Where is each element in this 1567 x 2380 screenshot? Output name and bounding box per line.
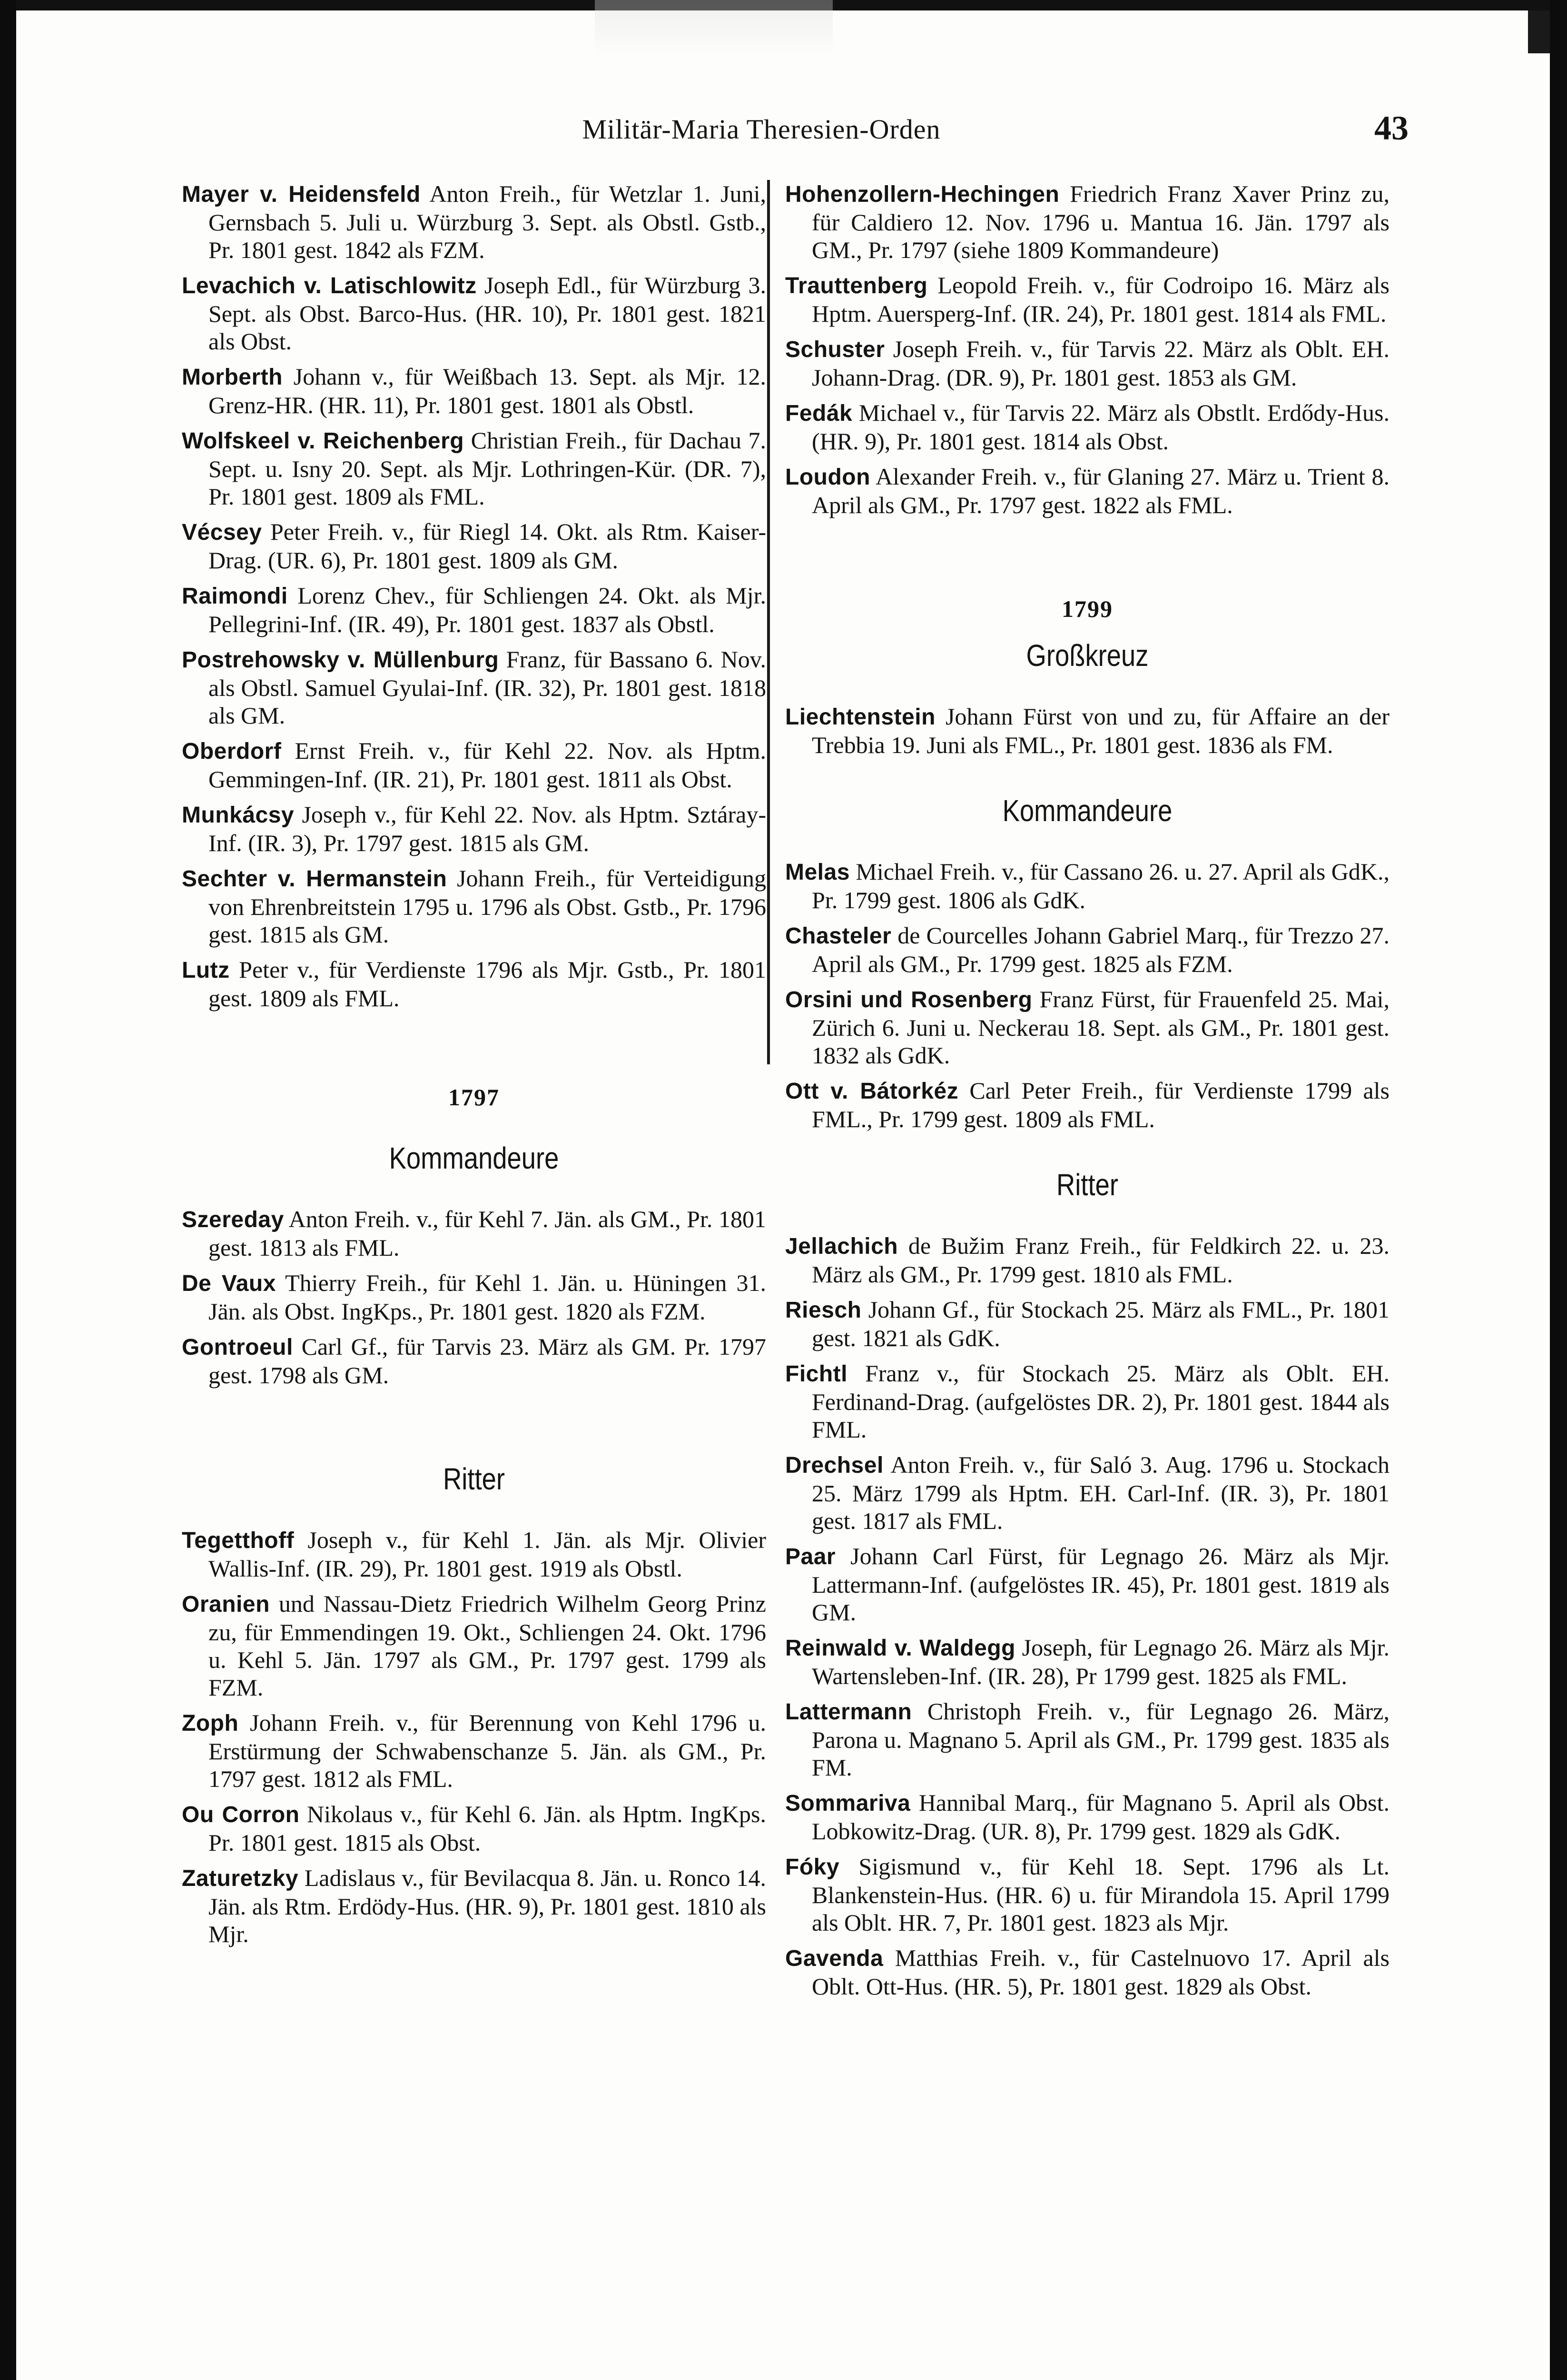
entry-text: Franz v., für Stockach 25. März als Oblt. EH. Ferdinand-Drag. (aufgelöstes DR. 2), Pr. 1801 gest. 1844 als FML. (812, 1360, 1390, 1443)
entry-text: Johann Freih. v., für Berennung von Kehl 1796 u. Erstürmung der Schwabenschanze 5. Jän. als GM., Pr. 1797 gest. 1812 als FML. (208, 1709, 766, 1792)
entry-name: Oberdorf (182, 739, 282, 764)
entry-name: Hohenzollern-Hechingen (785, 182, 1060, 207)
entry-name: Melas (785, 860, 850, 885)
list-item (785, 703, 1390, 759)
list-item (182, 180, 766, 264)
left-ritter-list (182, 1526, 766, 1948)
list-item (182, 1269, 766, 1325)
list-item (182, 1864, 766, 1948)
entry-text: Christoph Freih. v., für Legnago 26. März, Parona u. Magnano 5. April als GM., Pr. 1799 gest. 1835 als FM. (812, 1698, 1390, 1781)
section-ritter-1799: Ritter (1056, 1168, 1118, 1202)
entry-name: Orsini und Rosenberg (785, 987, 1033, 1012)
entry-name: Sechter v. Hermanstein (182, 866, 447, 892)
scan-top-shadow (595, 0, 833, 57)
entry-name: Lattermann (785, 1699, 912, 1725)
list-item (182, 801, 766, 857)
entry-text: Hannibal Marq., für Magnano 5. April als Obst. Lobkowitz-Drag. (UR. 8), Pr. 1799 gest. 1829 als GdK. (812, 1789, 1390, 1844)
entry-text: Anton Freih. v., für Saló 3. Aug. 1796 u. Stockach 25. März 1799 als Hptm. EH. Carl-Inf. (IR. 3), Pr. 1801 gest. 1817 als FML. (812, 1451, 1390, 1534)
entry-text: Joseph Freih. v., für Tarvis 22. März als Oblt. EH. Johann-Drag. (DR. 9), Pr. 1801 gest. 1853 als GM. (812, 336, 1390, 391)
entry-name: Ott v. Bátorkéz (785, 1079, 959, 1104)
section-kommandeure-1799: Kommandeure (1002, 793, 1173, 828)
list-item (182, 645, 766, 729)
year-heading-1799: 1799 (1062, 595, 1113, 622)
entry-name: Schuster (785, 337, 885, 362)
entry-name: Ou Corron (182, 1802, 300, 1827)
entry-name: De Vaux (182, 1271, 276, 1296)
entry-text: Johann Gf., für Stockach 25. März als FML., Pr. 1801 gest. 1821 als GdK. (812, 1296, 1390, 1351)
year-heading-1797: 1797 (448, 1084, 500, 1111)
right-ritter-list (785, 1232, 1390, 2000)
list-item (785, 335, 1390, 391)
entry-text: und Nassau-Dietz Friedrich Wilhelm Georg Prinz zu, für Emmendingen 19. Okt., Schliengen 24. Okt. 1796 u. Kehl 5. Jän. 1797 als GM., Pr. 1797 gest. 1799 als FZM. (208, 1590, 766, 1701)
list-item (182, 1709, 766, 1793)
list-item (785, 1853, 1390, 1936)
entry-name: Fichtl (785, 1361, 848, 1387)
entry-name: Gontroeul (182, 1335, 293, 1360)
entry-name: Lutz (182, 958, 230, 983)
entry-name: Szereday (182, 1207, 284, 1232)
list-item (182, 1333, 766, 1389)
list-item (785, 1542, 1390, 1626)
entry-name: Sommariva (785, 1791, 911, 1816)
entry-text: Anton Freih. v., für Kehl 7. Jän. als GM., Pr. 1801 gest. 1813 als FML. (208, 1206, 766, 1261)
entry-name: Tegetthoff (182, 1528, 295, 1553)
entry-text: Johann Fürst von und zu, für Affaire an der Trebbia 19. Juni als FML., Pr. 1801 gest. 1836 als FM. (812, 703, 1390, 758)
list-item (182, 363, 766, 419)
list-item (182, 1205, 766, 1261)
entry-text: Joseph Edl., für Würzburg 3. Sept. als Obst. Barco-Hus. (HR. 10), Pr. 1801 gest. 1821 als Obst. (208, 272, 766, 355)
right-grosskreuz-list (785, 703, 1390, 759)
list-item (182, 582, 766, 638)
page-number: 43 (1374, 109, 1409, 147)
list-item (785, 399, 1390, 455)
list-item (785, 1697, 1390, 1781)
list-item (785, 271, 1390, 327)
list-item (182, 1590, 766, 1701)
entry-text: Carl Peter Freih., für Verdienste 1799 als FML., Pr. 1799 gest. 1809 als FML. (812, 1077, 1390, 1132)
list-item (182, 956, 766, 1012)
entry-text: Carl Gf., für Tarvis 23. März als GM. Pr. 1797 gest. 1798 als GM. (208, 1333, 766, 1388)
running-head: Militär-Maria Theresien-Orden (582, 114, 941, 145)
entry-text: Peter Freih. v., für Riegl 14. Okt. als Rtm. Kaiser-Drag. (UR. 6), Pr. 1801 gest. 1809 als GM. (208, 518, 766, 574)
list-item (785, 1634, 1390, 1690)
entry-text: Joseph v., für Kehl 22. Nov. als Hptm. Sztáray-Inf. (IR. 3), Pr. 1797 gest. 1815 als GM. (208, 801, 766, 856)
entry-text: Nikolaus v., für Kehl 6. Jän. als Hptm. IngKps. Pr. 1801 gest. 1815 als Obst. (208, 1801, 766, 1856)
entry-name: Morberth (182, 365, 283, 390)
entry-text: Matthias Freih. v., für Castelnuovo 17. April als Oblt. Ott-Hus. (HR. 5), Pr. 1801 gest. 1829 als Obst. (812, 1944, 1390, 2000)
list-item (182, 1526, 766, 1582)
list-item (182, 518, 766, 574)
entry-name: Wolfskeel v. Reichenberg (182, 428, 464, 454)
entry-text: Michael v., für Tarvis 22. März als Obstlt. Erdődy-Hus. (HR. 9), Pr. 1801 gest. 1814 als Obst. (812, 399, 1390, 455)
entry-text: Franz Fürst, für Frauenfeld 25. Mai, Zürich 6. Juni u. Neckerau 18. Sept. als GM., Pr. 1801 gest. 1832 als GdK. (812, 986, 1390, 1069)
entry-name: Liechtenstein (785, 704, 936, 730)
entry-text: Anton Freih., für Wetzlar 1. Juni, Gernsbach 5. Juli u. Würzburg 3. Sept. als Obstl. Gstb., Pr. 1801 gest. 1842 als FZM. (208, 180, 766, 263)
entry-name: Chasteler (785, 923, 892, 949)
list-item (785, 1359, 1390, 1443)
left-column (182, 180, 766, 1955)
entry-name: Gavenda (785, 1946, 884, 1971)
list-item (182, 1800, 766, 1856)
entry-name: Munkácsy (182, 803, 295, 828)
entry-text: Christian Freih., für Dachau 7. Sept. u. Isny 20. Sept. als Mjr. Lothringen-Kür. (DR. 7), Pr. 1801 gest. 1809 als FML. (208, 427, 767, 510)
left-entries-top (182, 180, 766, 1012)
entry-text: Ladislaus v., für Bevilacqua 8. Jän. u. Ronco 14. Jän. als Rtm. Erdödy-Hus. (HR. 9), Pr. 1801 gest. 1810 als Mjr. (208, 1864, 766, 1947)
list-item (785, 180, 1390, 264)
entry-text: Joseph v., für Kehl 1. Jän. als Mjr. Olivier Wallis-Inf. (IR. 29), Pr. 1801 gest. 1919 als Obstl. (208, 1527, 766, 1582)
entry-name: Riesch (785, 1298, 862, 1323)
entry-text: Lorenz Chev., für Schliengen 24. Okt. als Mjr. Pellegrini-Inf. (IR. 49), Pr. 1801 gest. 1837 als Obstl. (208, 582, 766, 637)
list-item (785, 1944, 1390, 2000)
list-item (785, 985, 1390, 1069)
entry-text: Johann Carl Fürst, für Legnago 26. März als Mjr. Lattermann-Inf. (aufgelöstes IR. 45), Pr. 1801 gest. 1819 als GM. (812, 1543, 1390, 1626)
list-item (182, 864, 766, 948)
entry-text: Alexander Freih. v., für Glaning 27. März u. Trient 8. April als GM., Pr. 1797 gest. 1822 als FML. (812, 463, 1390, 518)
entry-name: Drechsel (785, 1453, 884, 1478)
list-item (182, 737, 766, 793)
entry-text: Peter v., für Verdienste 1796 als Mjr. Gstb., Pr. 1801 gest. 1809 als FML. (208, 956, 766, 1012)
entry-text: Franz, für Bassano 6. Nov. als Obstl. Samuel Gyulai-Inf. (IR. 32), Pr. 1801 gest. 1818 als GM. (208, 646, 766, 729)
entry-name: Zoph (182, 1711, 239, 1736)
section-ritter-1797: Ritter (443, 1462, 505, 1496)
entry-text: Johann v., für Weißbach 13. Sept. als Mjr. 12. Grenz-HR. (HR. 11), Pr. 1801 gest. 1801 als Obstl. (208, 363, 766, 418)
entry-text: Friedrich Franz Xaver Prinz zu, für Caldiero 12. Nov. 1796 u. Mantua 16. Jän. 1797 als GM., Pr. 1797 (siehe 1809 Kommandeure) (812, 180, 1390, 263)
list-item (785, 1077, 1390, 1133)
scan-corner-mark (1528, 10, 1550, 53)
entry-name: Oranien (182, 1592, 270, 1617)
entry-text: de Bužim Franz Freih., für Feldkirch 22. u. 23. März als GM., Pr. 1799 gest. 1810 als FML. (812, 1232, 1390, 1288)
entry-name: Vécsey (182, 520, 262, 545)
list-item (785, 858, 1390, 914)
entry-text: Joseph, für Legnago 26. März als Mjr. Wartensleben-Inf. (IR. 28), Pr 1799 gest. 1825 als FML. (812, 1634, 1390, 1689)
right-entries-top (785, 180, 1390, 519)
entry-name: Zaturetzky (182, 1866, 299, 1891)
entry-name: Jellachich (785, 1234, 898, 1259)
entry-name: Mayer v. Heidensfeld (182, 182, 421, 207)
list-item (182, 426, 766, 510)
entry-text: Leopold Freih. v., für Codroipo 16. März als Hptm. Auersperg-Inf. (IR. 24), Pr. 1801 gest. 1814 als FML. (812, 272, 1390, 327)
entry-name: Postrehowsky v. Müllenburg (182, 647, 499, 673)
list-item (785, 1451, 1390, 1535)
section-kommandeure-1797: Kommandeure (389, 1141, 559, 1175)
entry-text: Thierry Freih., für Kehl 1. Jän. u. Hüningen 31. Jän. als Obst. IngKps., Pr. 1801 gest. 1820 als FZM. (208, 1269, 766, 1325)
scan-edge-right (1550, 0, 1567, 2380)
entry-name: Raimondi (182, 584, 288, 609)
list-item (785, 463, 1390, 519)
section-grosskreuz-1799: Großkreuz (1026, 638, 1149, 673)
entry-name: Levachich v. Latischlowitz (182, 273, 477, 298)
list-item (182, 271, 766, 355)
entry-name: Fedák (785, 401, 853, 426)
entry-name: Trauttenberg (785, 273, 928, 298)
right-kommandeure-list (785, 858, 1390, 1133)
entry-name: Paar (785, 1544, 836, 1569)
entry-text: de Courcelles Johann Gabriel Marq., für Trezzo 27. April als GM., Pr. 1799 gest. 1825 als FZM. (812, 922, 1390, 977)
list-item (785, 1789, 1390, 1845)
entry-name: Reinwald v. Waldegg (785, 1636, 1015, 1661)
entry-name: Loudon (785, 465, 870, 490)
entry-name: Fóky (785, 1854, 840, 1880)
entry-text: Sigismund v., für Kehl 18. Sept. 1796 als Lt. Blankenstein-Hus. (HR. 6) u. für Mirandola 15. April 1799 als Oblt. HR. 7, Pr. 1801 gest. 1823 als Mjr. (812, 1853, 1390, 1936)
left-kommandeure-list (182, 1205, 766, 1389)
right-column (785, 180, 1390, 2008)
scan-edge-left (0, 0, 16, 2380)
list-item (785, 922, 1390, 978)
entry-text: Ernst Freih. v., für Kehl 22. Nov. als Hptm. Gemmingen-Inf. (IR. 21), Pr. 1801 gest. 1811 als Obst. (208, 737, 766, 793)
list-item (785, 1296, 1390, 1352)
entry-text: Michael Freih. v., für Cassano 26. u. 27. April als GdK., Pr. 1799 gest. 1806 als GdK. (812, 858, 1390, 913)
list-item (785, 1232, 1390, 1288)
column-rule (767, 180, 770, 1064)
entry-text: Johann Freih., für Verteidigung von Ehrenbreitstein 1795 u. 1796 als Obst. Gstb., Pr. 1796 gest. 1815 als GM. (208, 865, 766, 948)
